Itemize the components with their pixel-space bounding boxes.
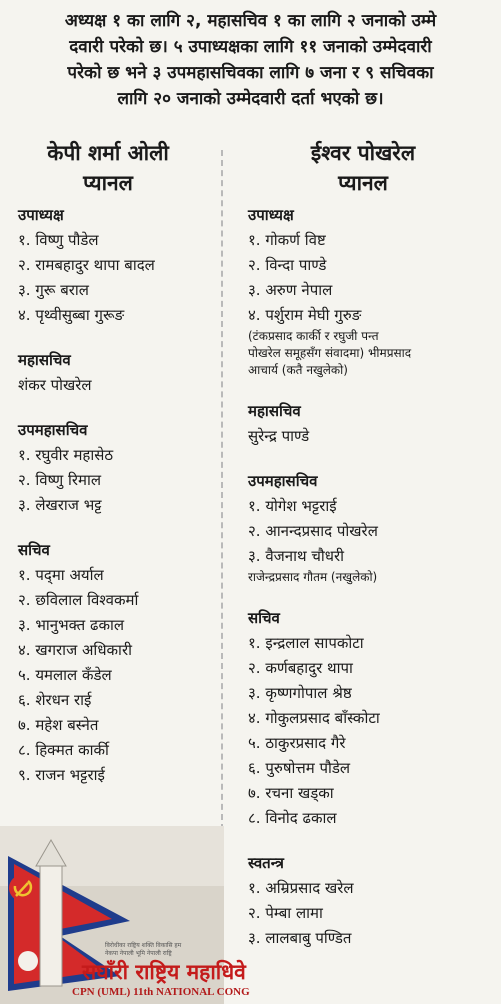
candidate-note: (टंकप्रसाद कार्की र रघुजी पन्त xyxy=(248,329,379,343)
candidate-item: ४. पृथ्वीसुब्बा गुरूङ xyxy=(18,306,125,324)
candidate-item: १. अम्रिप्रसाद खरेल xyxy=(248,879,354,897)
section-secretary xyxy=(248,605,498,831)
candidate-item: १. योगेश भट्टराई xyxy=(248,497,337,515)
section-vice-president xyxy=(248,202,498,379)
section-independent xyxy=(248,850,498,951)
candidate-item: ३. गुरू बराल xyxy=(18,281,89,299)
candidate-item: १. रघुवीर महासेठ xyxy=(18,446,114,464)
candidate-item: ४. गोकुलप्रसाद बाँस्कोटा xyxy=(248,709,380,727)
intro-paragraph xyxy=(0,8,501,112)
panel-title-label: प्यानल xyxy=(338,171,388,195)
candidate-item: २. रामबहादुर थापा बादल xyxy=(18,256,155,274)
candidate-item: २. पेम्बा लामा xyxy=(248,904,323,922)
section-heading: उपमहासचिव xyxy=(18,421,88,439)
section-deputy-general-secretary xyxy=(18,417,218,518)
section-secretary xyxy=(18,537,218,788)
candidate-item: २. विन्दा पाण्डे xyxy=(248,256,327,274)
section-heading: सचिव xyxy=(248,609,280,627)
section-heading: महासचिव xyxy=(18,351,71,369)
banner-title: सघाँरी राष्ट्रिय महाधिवे xyxy=(82,959,246,984)
panel-title-label: प्यानल xyxy=(83,171,133,195)
section-heading: उपमहासचिव xyxy=(248,472,318,490)
candidate-item: ३. अरुण नेपाल xyxy=(248,281,333,299)
section-general-secretary xyxy=(18,347,218,398)
panel-title xyxy=(248,138,478,198)
intro-line: दवारी परेको छ। ५ उपाध्यक्षका लागि ११ जनाको उम्मेदवारी xyxy=(69,37,432,57)
section-heading: सचिव xyxy=(18,541,50,559)
section-heading: महासचिव xyxy=(248,402,301,420)
section-heading: स्वतन्त्र xyxy=(248,854,284,872)
candidate-item: ८. हिक्मत कार्की xyxy=(18,741,109,759)
candidate-item: १. गोकर्ण विष्ट xyxy=(248,231,326,249)
candidate-item: ७. रचना खड्का xyxy=(248,784,334,802)
panel-title xyxy=(8,138,208,198)
candidate-item: २. आनन्दप्रसाद पोखरेल xyxy=(248,522,378,540)
section-deputy-general-secretary xyxy=(248,468,498,586)
candidate-item: ६. शेरधन राई xyxy=(18,691,92,709)
candidate-note: पोखरेल समूहसँग संवादमा) भीमप्रसाद xyxy=(248,346,412,360)
candidate-item: ९. राजन भट्टराई xyxy=(18,766,105,784)
candidate-item: ३. वैजनाथ चौधरी xyxy=(248,547,345,565)
candidate-item: ३. कृष्णगोपाल श्रेष्ठ xyxy=(248,684,352,702)
banner-small-text xyxy=(105,942,223,958)
intro-line: अध्यक्ष १ का लागि २, महासचिव १ का लागि २ जनाको उम्मे xyxy=(64,11,437,31)
candidate-item: २. कर्णबहादुर थापा xyxy=(248,659,353,677)
intro-line: लागि २० जनाको उम्मेदवारी दर्ता भएको छ। xyxy=(117,89,384,109)
candidate-item: २. छविलाल विश्वकर्मा xyxy=(18,591,139,609)
pokharel-panel-column xyxy=(248,138,498,970)
candidate-item: ४. पर्शुराम मेघी गुरुङ xyxy=(248,306,362,324)
banner-small-line: विरोधीका राष्ट्रिय शक्ति विकासि हम xyxy=(105,942,182,949)
oli-panel-column xyxy=(18,138,218,807)
candidate-item: २. विष्णु रिमाल xyxy=(18,471,102,489)
candidate-item: ६. पुरुषोत्तम पौडेल xyxy=(248,759,351,777)
candidate-item: १. विष्णु पौडेल xyxy=(18,231,99,249)
section-general-secretary xyxy=(248,398,498,449)
banner-small-line: नेकपा नेपाली भूमि नेपाली राष्ट्रि xyxy=(105,950,172,957)
tower-shape xyxy=(40,866,62,986)
section-heading: उपाध्यक्ष xyxy=(248,206,294,224)
candidate-item: ३. भानुभक्त ढकाल xyxy=(18,616,125,634)
candidate-item: सुरेन्द्र पाण्डे xyxy=(248,427,310,445)
candidate-item: ७. महेश बस्नेत xyxy=(18,716,99,734)
intro-line: परेको छ भने ३ उपमहासचिवका लागि ७ जना र ९ सचिवका xyxy=(67,63,434,83)
candidate-item: ५. यमलाल कँडेल xyxy=(18,666,112,684)
banner-footer: CPN (UML) 11th NATIONAL CONG xyxy=(72,986,250,998)
candidate-note: राजेन्द्रप्रसाद गौतम (नखुलेको) xyxy=(248,570,378,584)
convention-banner-image xyxy=(0,826,250,1004)
candidate-item: ५. ठाकुरप्रसाद गैरे xyxy=(248,734,346,752)
candidate-item: ३. लालबाबु पण्डित xyxy=(248,929,352,947)
candidate-note: आचार्य (कतै नखुलेको) xyxy=(248,363,348,377)
candidate-item: १. पद्‌मा अर्याल xyxy=(18,566,104,584)
section-vice-president xyxy=(18,202,218,328)
candidate-item: शंकर पोखरेल xyxy=(18,376,92,394)
section-heading: उपाध्यक्ष xyxy=(18,206,64,224)
column-divider xyxy=(221,150,223,830)
panel-title-name: ईश्वर पोखरेल xyxy=(310,141,416,165)
candidate-item: ४. खगराज अधिकारी xyxy=(18,641,132,659)
candidate-item: ३. लेखराज भट्ट xyxy=(18,496,102,514)
candidate-item: ८. विनोद ढकाल xyxy=(248,809,337,827)
candidate-item: १. इन्द्रलाल सापकोटा xyxy=(248,634,364,652)
panel-title-name: केपी शर्मा ओली xyxy=(47,141,169,165)
